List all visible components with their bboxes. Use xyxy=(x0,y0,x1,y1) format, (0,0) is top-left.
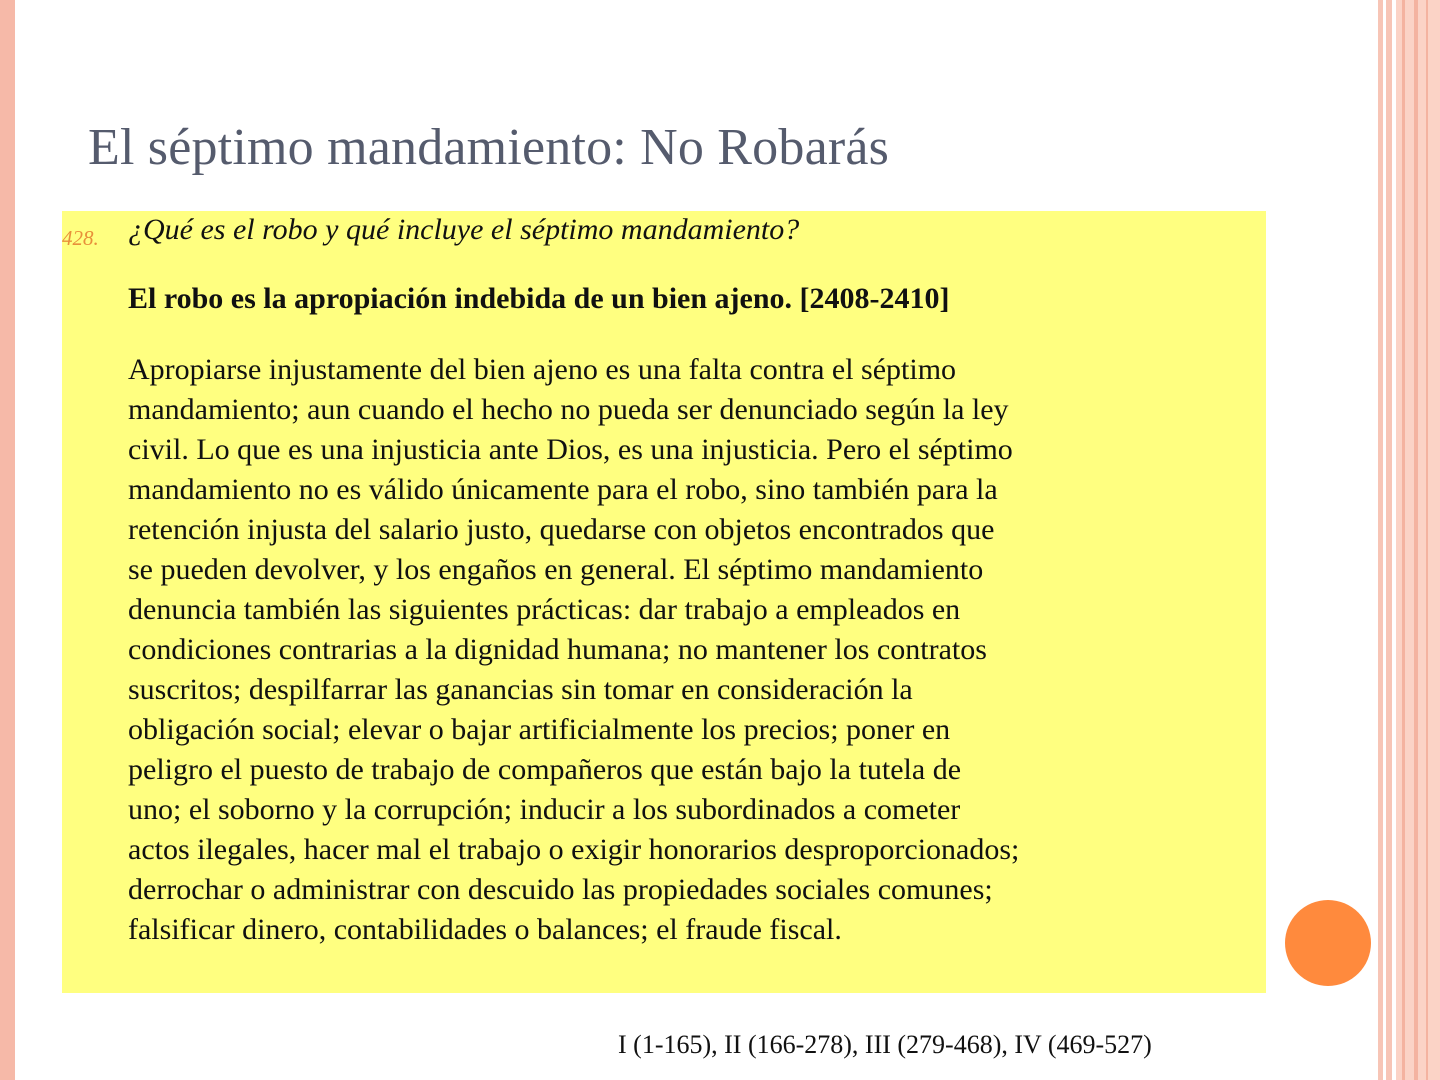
question-text: ¿Qué es el robo y qué incluye el séptimo mandamiento? xyxy=(128,213,800,246)
body-line: suscritos; despilfarrar las ganancias sin tomar en consideración la xyxy=(128,673,913,706)
right-border-stripe xyxy=(1414,0,1418,1080)
answer-text: El robo es la apropiación indebida de un bien ajeno. [2408-2410] xyxy=(128,282,950,315)
body-line: Apropiarse injustamente del bien ajeno es una falta contra el séptimo xyxy=(128,353,957,386)
accent-circle xyxy=(1285,900,1371,986)
right-border-panel xyxy=(1396,0,1440,1080)
right-border-bar-1 xyxy=(1378,0,1383,1080)
body-line: retención injusta del salario justo, quedarse con objetos encontrados que xyxy=(128,513,995,546)
body-line: peligro el puesto de trabajo de compañeros que están bajo la tutela de xyxy=(128,753,962,786)
left-border-strip xyxy=(0,0,14,1080)
body-line: se pueden devolver, y los engaños en general. El séptimo mandamiento xyxy=(128,553,984,586)
body-line: obligación social; elevar o bajar artificialmente los precios; poner en xyxy=(128,713,951,746)
section-footer: I (1-165), II (166-278), III (279-468), IV (469-527) xyxy=(618,1030,1152,1059)
body-line: derrochar o administrar con descuido las propiedades sociales comunes; xyxy=(128,873,993,906)
question-number: 428. xyxy=(62,226,99,250)
body-line: mandamiento; aun cuando el hecho no pueda ser denunciado según la ley xyxy=(128,393,1009,426)
body-line: denuncia también las siguientes prácticas: dar trabajo a empleados en xyxy=(128,593,961,626)
body-line: falsificar dinero, contabilidades o balances; el fraude fiscal. xyxy=(128,913,842,946)
body-line: condiciones contrarias a la dignidad humana; no mantener los contratos xyxy=(128,633,987,666)
body-line: uno; el soborno y la corrupción; inducir a los subordinados a cometer xyxy=(128,793,961,826)
body-line: civil. Lo que es una injusticia ante Dios, es una injusticia. Pero el séptimo xyxy=(128,433,1013,466)
body-line: actos ilegales, hacer mal el trabajo o exigir honorarios desproporcionados; xyxy=(128,833,1020,866)
left-border-line xyxy=(14,0,15,1080)
right-border-bar-2 xyxy=(1386,0,1392,1080)
body-line: mandamiento no es válido únicamente para el robo, sino también para la xyxy=(128,473,998,506)
slide-title: El séptimo mandamiento: No Robarás xyxy=(88,119,890,176)
right-border-stripe xyxy=(1402,0,1405,1080)
right-border-stripe xyxy=(1426,0,1428,1080)
body-paragraph xyxy=(128,350,1268,950)
